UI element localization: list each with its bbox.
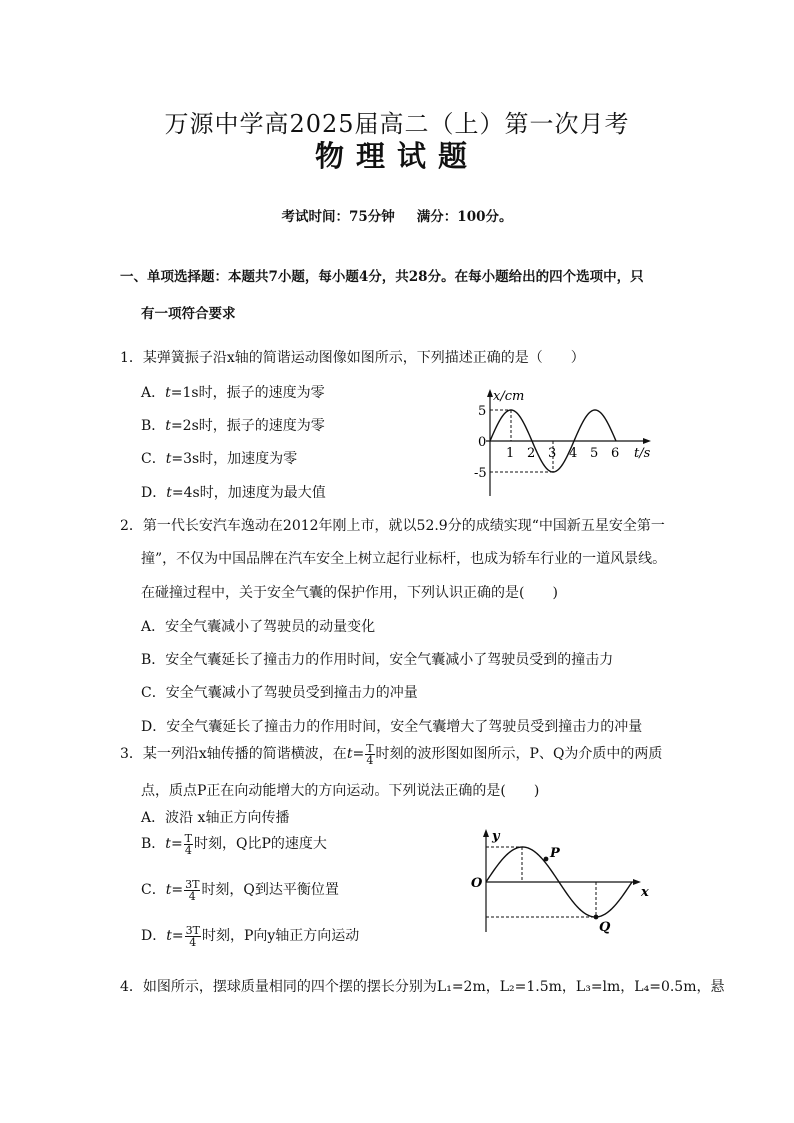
section-heading-line1: 一、单项选择题：本题共7小题，每小题4分，共28分。在每小题给出的四个选项中，只: [120, 269, 644, 285]
q3-option-c: C．t= $\frac{3T}{4}$ 时刻，Q到达平衡位置: [141, 877, 339, 903]
q3-frac-t-over-4: $\frac{T}{4}$: [366, 741, 374, 767]
q2-option-b: B．安全气囊延长了撞击力的作用时间，安全气囊减小了驾驶员受到的撞击力: [141, 652, 614, 668]
q3-y-label: y: [492, 829, 500, 844]
q3-point-q-dot: [594, 915, 599, 920]
exam-meta: [0, 205, 794, 225]
q1-y-tick-0: 0: [478, 435, 487, 450]
q1-displacement-graph: [462, 384, 662, 504]
q3-point-p-dot: [544, 857, 549, 862]
full-score: 满分：100分。: [416, 209, 513, 225]
q1-x-arrow: [643, 438, 651, 444]
section-heading-line2: 有一项符合要求: [141, 306, 236, 322]
q3-x-label: x: [641, 885, 649, 900]
q1-y-tick-neg5: -5: [474, 466, 487, 481]
q3-stem-line2: 点，质点P正在向动能增大的方向运动。下列说法正确的是( ): [141, 783, 540, 799]
subject-title: 物理试题: [314, 139, 479, 173]
q1-option-c: C．t=3s时，加速度为零: [141, 451, 298, 467]
q1-x-tick-1: 1: [506, 446, 515, 461]
q3-point-q-label: Q: [599, 920, 611, 935]
q1-y-label: x/cm: [493, 389, 525, 404]
q1-y-tick-5: 5: [478, 404, 487, 419]
q2-stem-line3: 在碰撞过程中，关于安全气囊的保护作用，下列认识正确的是( ): [141, 585, 558, 601]
q1-x-tick-3: 3: [548, 446, 557, 461]
q1-option-d: D．t=4s时，加速度为最大值: [141, 485, 326, 501]
q3-origin-label: O: [471, 876, 483, 891]
q2-option-a: A．安全气囊减小了驾驶员的动量变化: [141, 619, 376, 635]
q1-option-a: A．t=1s时，振子的速度为零: [141, 385, 325, 401]
q2-stem-line1: 2．第一代长安汽车逸动在2012年刚上市，就以52.9分的成绩实现“中国新五星安全第一: [120, 518, 665, 534]
q2-stem-line2: 撞”，不仅为中国品牌在汽车安全上树立起行业标杆，也成为轿车行业的一道风景线。: [141, 551, 667, 567]
q3-option-a: A．波沿 x轴正方向传播: [141, 810, 290, 826]
q1-x-tick-5: 5: [590, 446, 599, 461]
q4-stem-line1: 4．如图所示，摆球质量相同的四个摆的摆长分别为L₁=2m，L₂=1.5m，L₃=lm，L₄=0.5m，悬: [120, 979, 725, 995]
q3-option-b: B．t= $\frac{T}{4}$ 时刻，Q比P的速度大: [141, 831, 327, 857]
q3-point-p-label: P: [550, 846, 560, 861]
q2-option-d: D．安全气囊延长了撞击力的作用时间，安全气囊增大了驾驶员受到撞击力的冲量: [141, 719, 643, 735]
q1-x-tick-2: 2: [527, 446, 536, 461]
q1-x-tick-4: 4: [569, 446, 578, 461]
q1-option-b: B．t=2s时，振子的速度为零: [141, 418, 325, 434]
q1-stem: 1．某弹簧振子沿x轴的简谐运动图像如图所示，下列描述正确的是（ ）: [120, 350, 585, 366]
q1-x-label: t/s: [634, 446, 651, 461]
exam-title: 万源中学高2025届高二（上）第一次月考: [164, 110, 630, 138]
q3-stem-line1: 3．某一列沿x轴传播的简谐横波，在t= $\frac{T}{4}$ 时刻的波形图如图所示，P、Q为介质中的两质: [120, 741, 663, 767]
q3-x-arrow: [633, 879, 641, 885]
q2-option-c: C．安全气囊减小了驾驶员受到撞击力的冲量: [141, 685, 418, 701]
q3-y-arrow: [483, 829, 489, 837]
q3-option-d: D．t= $\frac{3T}{4}$ 时刻，P向y轴正方向运动: [141, 923, 360, 949]
exam-time: 考试时间：75分钟: [281, 209, 395, 225]
q3-wave-graph: [464, 824, 664, 936]
q1-x-tick-6: 6: [611, 446, 620, 461]
